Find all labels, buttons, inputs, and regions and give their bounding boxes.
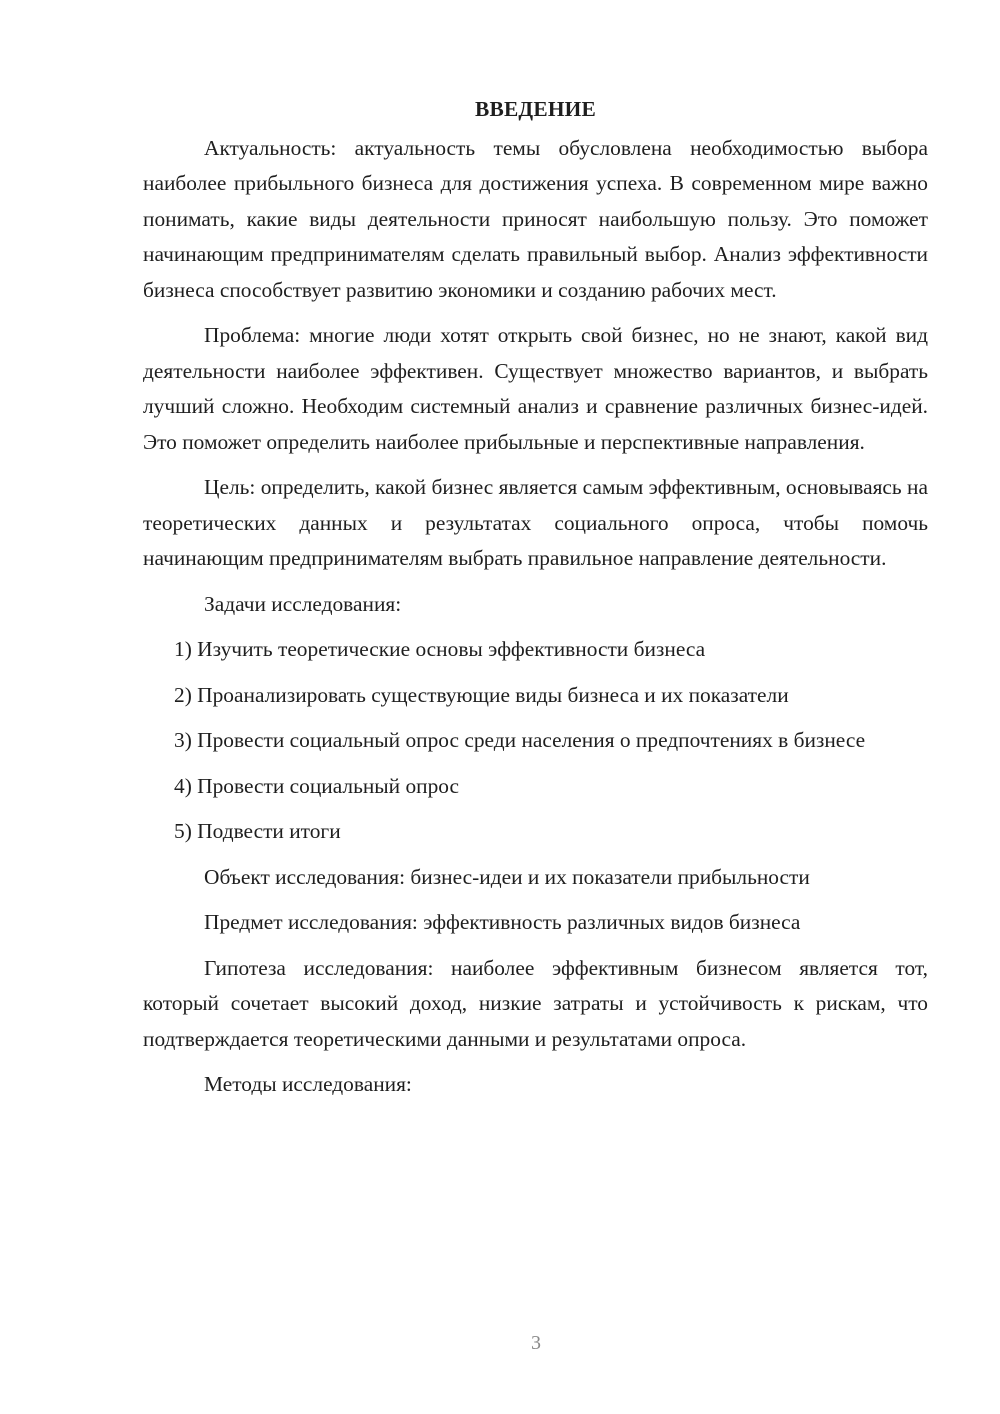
task-item: 5) Подвести итоги xyxy=(174,819,341,843)
task-item: 1) Изучить теоретические основы эффективности бизнеса xyxy=(174,637,706,661)
task-item: 3) Провести социальный опрос среди населения о предпочтениях в бизнесе xyxy=(174,728,866,752)
page-number: 3 xyxy=(531,1332,541,1354)
object-paragraph: Объект исследования: бизнес-идеи и их показатели прибыльности xyxy=(204,864,810,889)
subject-paragraph: Предмет исследования: эффективность различных видов бизнеса xyxy=(204,910,801,934)
tasks-list xyxy=(143,632,928,850)
hypothesis-paragraph: Гипотеза исследования: наиболее эффективным бизнесом является тот, который сочетает высокий доход, низкие затраты и устойчивость к рискам, что подтверждается теоретическими данными и результатами опроса. xyxy=(143,955,928,1051)
task-item: 4) Провести социальный опрос xyxy=(174,773,460,798)
problem-paragraph: Проблема: многие люди хотят открыть свой бизнес, но не знают, какой вид деятельности наиболее эффективен. Существует множество вариантов, и выбрать лучший сложно. Необходим системный анализ и сравнение различных бизнес-идей. Это поможет определить наиболее прибыльные и перспективные направления. xyxy=(143,323,928,454)
methods-heading: Методы исследования: xyxy=(204,1072,412,1096)
goal-paragraph: Цель: определить, какой бизнес является самым эффективным, основываясь на теоретических данных и результатах социального опроса, чтобы помочь начинающим предпринимателям выбрать правильное направление деятельности. xyxy=(143,475,928,570)
document-page xyxy=(143,92,928,1113)
page-title: ВВЕДЕНИЕ xyxy=(475,97,596,121)
task-item: 2) Проанализировать существующие виды бизнеса и их показатели xyxy=(174,682,789,707)
relevance-paragraph: Актуальность: актуальность темы обусловлена необходимостью выбора наиболее прибыльного бизнеса для достижения успеха. В современном мире важно понимать, какие виды деятельности приносят наибольшую пользу. Это поможет начинающим предпринимателям сделать правильный выбор. Анализ эффективности бизнеса способствует развитию экономики и созданию рабочих мест. xyxy=(143,135,928,302)
tasks-heading: Задачи исследования: xyxy=(204,591,402,616)
